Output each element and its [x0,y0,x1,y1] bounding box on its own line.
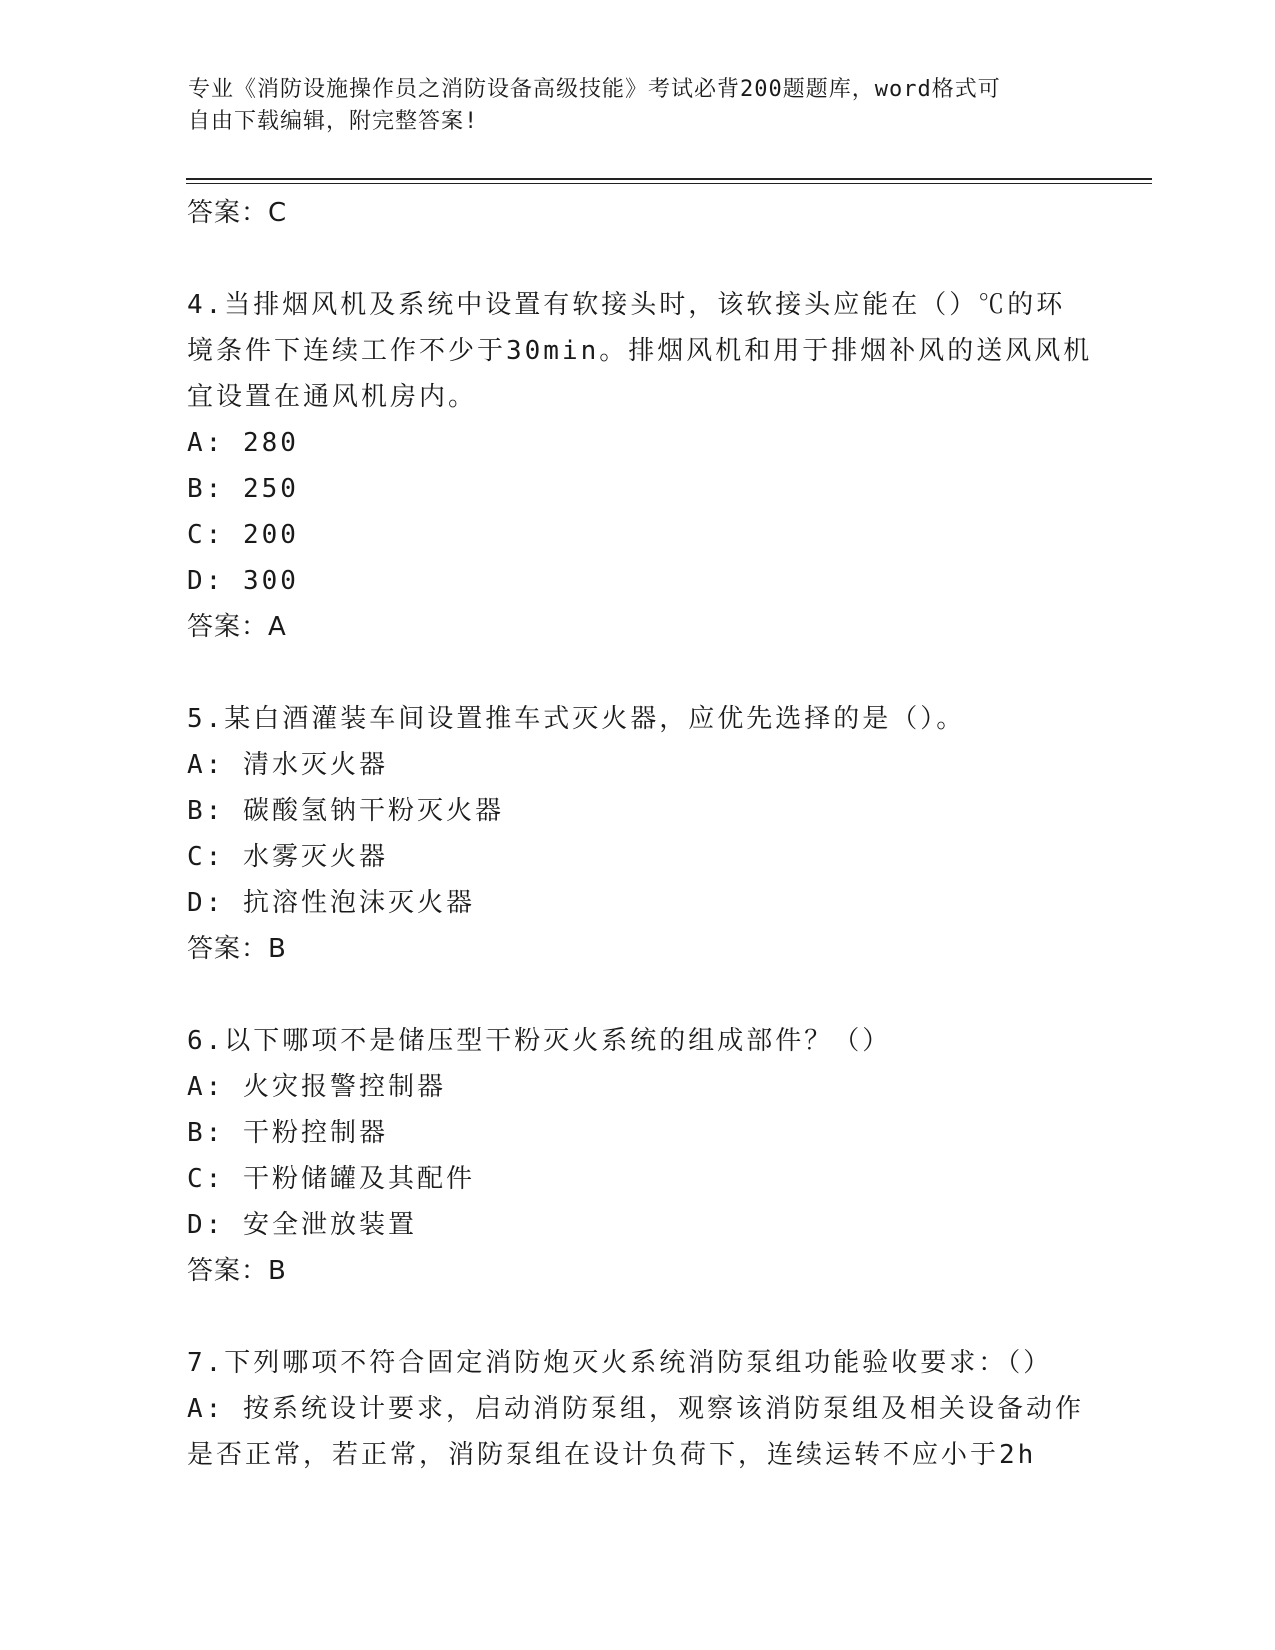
option-a: A: 火灾报警控制器 [187,1072,446,1102]
option-c: C: 干粉储罐及其配件 [187,1164,475,1194]
option-c: C: 水雾灭火器 [187,842,388,872]
question-stem: 7.下列哪项不符合固定消防炮灭火系统消防泵组功能验收要求：（） [187,1348,1053,1378]
spacer [187,650,1087,696]
document-body [187,190,1093,1478]
document-header [188,74,1088,138]
option-d: D: 抗溶性泡沫灭火器 [187,888,475,918]
question-stem: 4.当排烟风机及系统中设置有软接头时，该软接头应能在（）℃的环 [187,290,1066,320]
answer: 答案：B [187,1256,287,1286]
option-b: B: 250 [187,474,299,504]
question-6 [187,1018,1087,1294]
option-b: B: 碳酸氢钠干粉灭火器 [187,796,504,826]
header-line-1: 专业《消防设施操作员之消防设备高级技能》考试必背200题题库，word格式可 [188,77,1001,102]
option-a: A: 按系统设计要求，启动消防泵组，观察该消防泵组及相关设备动作 [187,1394,1084,1424]
spacer [187,972,1087,1018]
question-stem: 5.某白酒灌装车间设置推车式灭火器，应优先选择的是（）。 [187,704,966,734]
answer: 答案：A [187,612,287,642]
option-b: B: 干粉控制器 [187,1118,388,1148]
answer: 答案：B [187,934,287,964]
header-line-2: 自由下载编辑，附完整答案! [188,109,479,134]
option-d: D: 300 [187,566,299,596]
option-a-continued: 是否正常，若正常，消防泵组在设计负荷下，连续运转不应小于2h [187,1440,1037,1470]
question-stem: 6.以下哪项不是储压型干粉灭火系统的组成部件？（） [187,1026,892,1056]
question-stem: 境条件下连续工作不少于30min。排烟风机和用于排烟补风的送风风机 [187,336,1093,366]
question-4 [187,282,1093,650]
question-stem: 宜设置在通风机房内。 [187,382,478,412]
question-5 [187,696,1087,972]
spacer [187,236,1087,282]
header-divider [186,178,1152,184]
option-a: A: 清水灭火器 [187,750,388,780]
answer-q3: 答案：C [187,198,288,228]
spacer [187,1294,1087,1340]
option-a: A: 280 [187,428,299,458]
option-d: D: 安全泄放装置 [187,1210,417,1240]
question-7 [187,1340,1087,1478]
option-c: C: 200 [187,520,299,550]
